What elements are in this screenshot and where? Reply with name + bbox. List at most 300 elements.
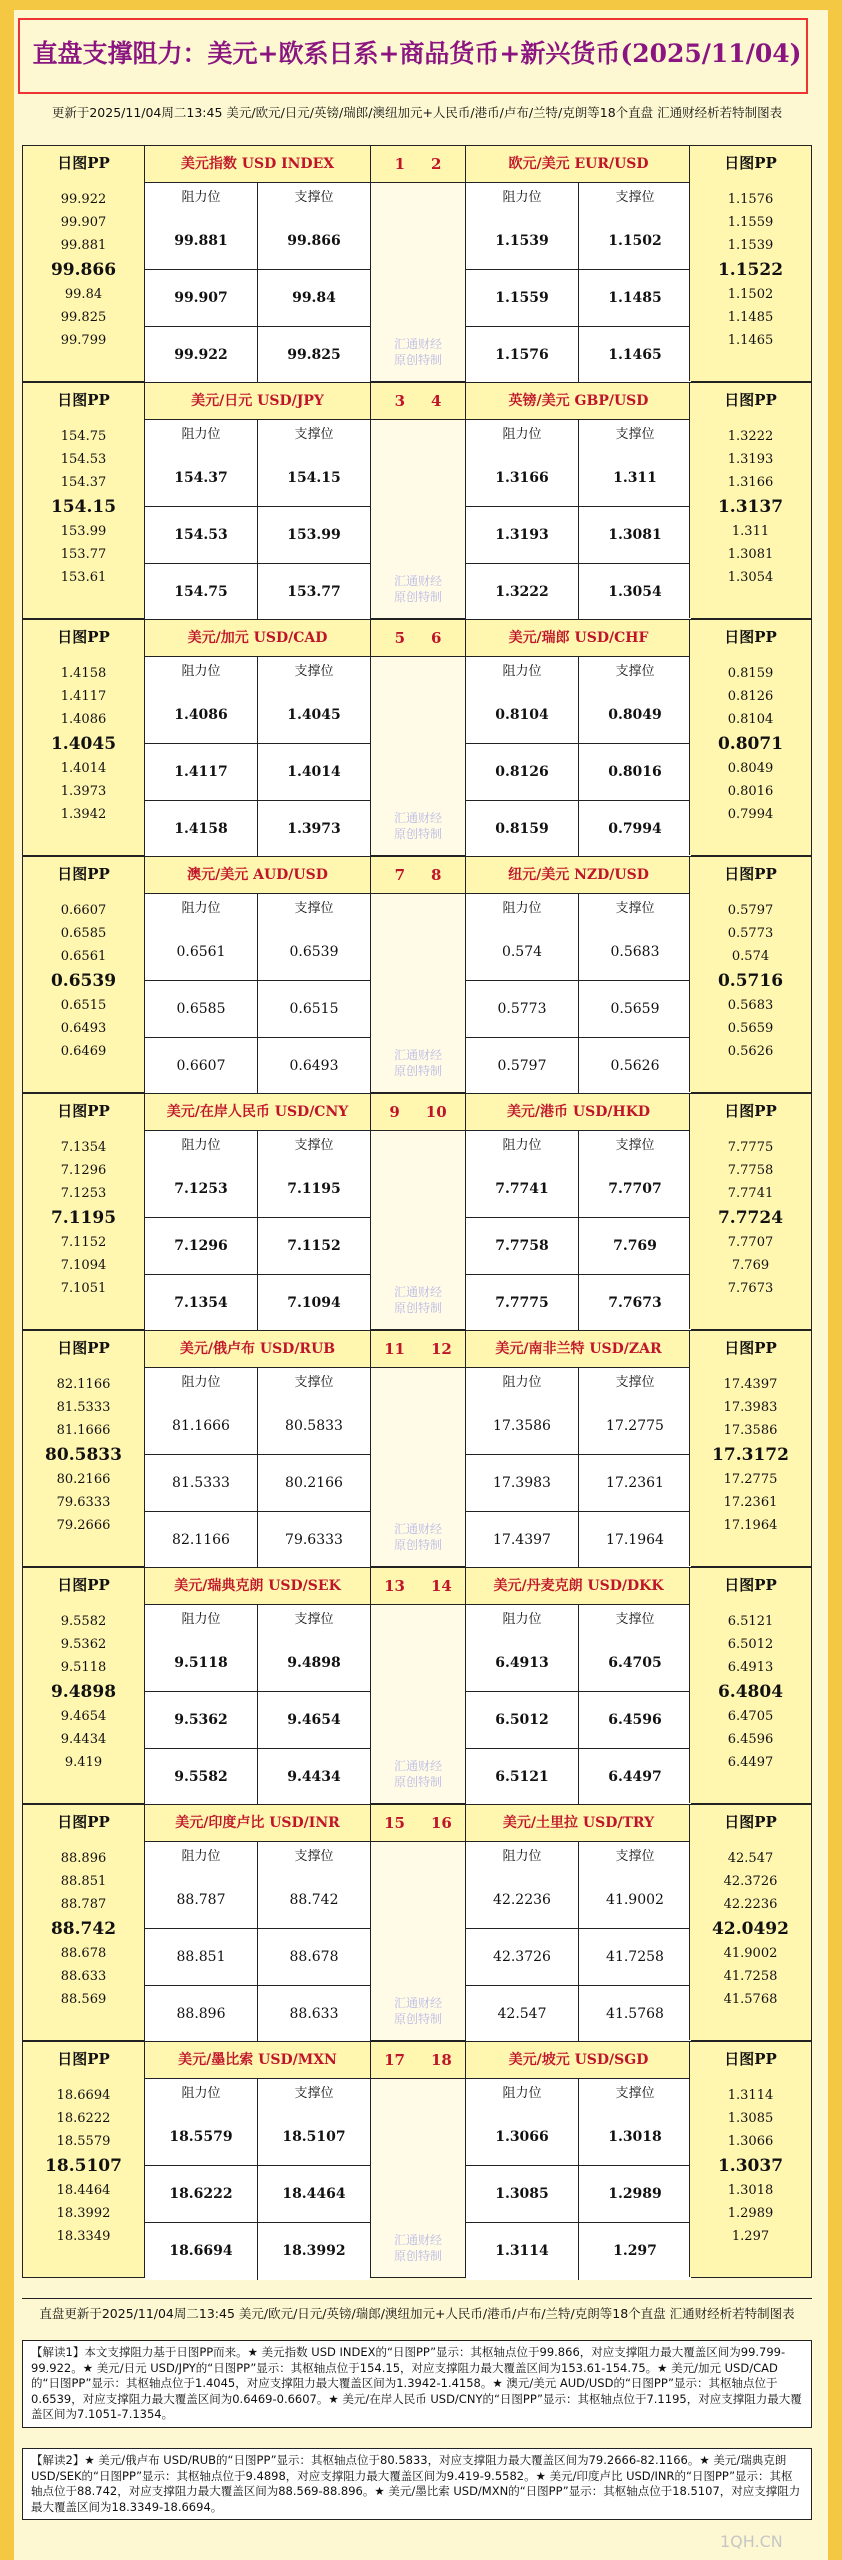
pp-list	[690, 188, 811, 352]
support-value: 0.6539	[289, 944, 339, 960]
resistance-value: 0.6561	[145, 924, 258, 980]
pp-value: 17.3983	[723, 1400, 778, 1415]
resistance-value: 1.3114	[466, 2223, 579, 2280]
pp-value: 7.1094	[60, 1258, 107, 1273]
pp-list	[690, 1136, 811, 1300]
resistance-value: 9.5362	[145, 1692, 258, 1748]
support-value: 7.1152	[287, 1238, 341, 1254]
support-value: 0.7994	[608, 821, 662, 837]
support-value: 1.1485	[608, 290, 662, 306]
level-row	[466, 1275, 691, 1332]
pp-list	[23, 1373, 144, 1537]
resistance-value: 1.1576	[466, 327, 579, 384]
support-value: 88.633	[289, 2006, 339, 2022]
resistance-header: 阻力位	[145, 420, 258, 450]
support-value: 41.7258	[606, 1949, 664, 1965]
daily-pp-header: 日图PP	[724, 2050, 777, 2068]
watermark	[371, 1284, 465, 1316]
resistance-value: 9.5582	[145, 1749, 258, 1806]
resistance-value: 81.5333	[145, 1455, 258, 1511]
level-rows	[466, 1398, 691, 1566]
pp-list	[23, 425, 144, 589]
pair-block	[22, 619, 812, 856]
support-value: 0.5626	[610, 1058, 660, 1074]
resistance-value: 17.3983	[466, 1455, 579, 1511]
pivot-value: 18.5107	[45, 2156, 122, 2176]
pp-value: 1.3085	[727, 2111, 774, 2126]
pp-list	[690, 425, 811, 589]
pp-value: 1.4158	[60, 666, 107, 681]
level-row	[466, 1455, 691, 1512]
support-value: 0.6493	[289, 1058, 339, 1074]
pp-value: 153.61	[60, 570, 107, 585]
resistance-value: 99.907	[145, 270, 258, 326]
level-row	[466, 2223, 691, 2280]
pp-list	[23, 662, 144, 826]
support-value: 0.5659	[610, 1001, 660, 1017]
right-pp-column	[689, 1331, 811, 1566]
pair-name: 美元/土里拉 USD/TRY	[466, 1805, 691, 1842]
level-row	[145, 744, 370, 801]
support-value: 0.8049	[608, 707, 662, 723]
left-pp-column	[23, 1331, 145, 1566]
left-pair-panel	[145, 857, 371, 1092]
left-pair-panel	[145, 620, 371, 855]
pp-value: 7.7673	[727, 1281, 774, 1296]
daily-pp-header: 日图PP	[724, 865, 777, 883]
support-value: 7.7673	[608, 1295, 662, 1311]
pp-value: 1.1465	[727, 333, 774, 348]
support-header: 支撑位	[615, 664, 655, 679]
resistance-value: 0.574	[466, 924, 579, 980]
pp-value: 0.8016	[727, 784, 774, 799]
pp-value: 1.3222	[727, 429, 774, 444]
resistance-header: 阻力位	[466, 894, 579, 924]
pp-value: 6.4913	[727, 1660, 774, 1675]
pair-number: 16	[431, 1814, 452, 1832]
footer-update-note: 直盘更新于2025/11/04周二13:45 美元/欧元/日元/英镑/瑞郎/澳纽加元+人民币/港币/卢布/兰特/克朗等18个直盘 汇通财经析若特制图表	[22, 2298, 812, 2323]
left-pair-panel	[145, 1094, 371, 1329]
watermark-line: 汇通财经	[393, 1759, 442, 1773]
pair-name: 英镑/美元 GBP/USD	[466, 383, 691, 420]
pair-number: 8	[431, 866, 442, 884]
pair-block	[22, 856, 812, 1093]
pp-value: 6.5121	[727, 1614, 774, 1629]
watermark	[371, 1758, 465, 1790]
level-row	[145, 213, 370, 270]
pair-number: 3	[394, 392, 405, 410]
level-row	[145, 1218, 370, 1275]
pair-number: 2	[431, 155, 442, 173]
pair-number: 7	[394, 866, 405, 884]
level-row	[145, 1749, 370, 1806]
support-header: 支撑位	[294, 1138, 334, 1153]
pp-value: 42.3726	[723, 1874, 778, 1889]
right-pair-panel	[465, 2042, 691, 2277]
right-pp-column	[689, 620, 811, 855]
pp-value: 0.5797	[727, 903, 774, 918]
pp-value: 17.3586	[723, 1423, 778, 1438]
level-row	[145, 1929, 370, 1986]
resistance-value: 88.896	[145, 1986, 258, 2043]
pp-value: 1.3018	[727, 2183, 774, 2198]
pair-name: 美元/瑞典克朗 USD/SEK	[145, 1568, 370, 1605]
pp-value: 17.4397	[723, 1377, 778, 1392]
support-value: 1.3081	[608, 527, 662, 543]
pair-number: 5	[394, 629, 405, 647]
level-row	[466, 1398, 691, 1455]
level-row	[466, 981, 691, 1038]
resistance-value: 7.1354	[145, 1275, 258, 1332]
pp-value: 18.3349	[56, 2229, 111, 2244]
watermark-line: 汇通财经	[393, 1996, 442, 2010]
watermark	[371, 1047, 465, 1079]
pair-number: 13	[384, 1577, 405, 1595]
resistance-value: 18.6694	[145, 2223, 258, 2280]
pp-value: 0.8126	[727, 689, 774, 704]
pp-value: 0.6607	[60, 903, 107, 918]
support-value: 6.4705	[608, 1655, 662, 1671]
pp-value: 1.1502	[727, 287, 774, 302]
pp-value: 0.7994	[727, 807, 774, 822]
support-value: 154.15	[287, 470, 341, 486]
pair-block	[22, 145, 812, 382]
pp-value: 88.569	[60, 1992, 107, 2007]
support-header: 支撑位	[615, 2086, 655, 2101]
daily-pp-header: 日图PP	[57, 865, 110, 883]
support-header: 支撑位	[615, 190, 655, 205]
resistance-value: 88.787	[145, 1872, 258, 1928]
pair-block	[22, 1567, 812, 1804]
block-center	[371, 146, 465, 381]
resistance-value: 6.5012	[466, 1692, 579, 1748]
resistance-value: 1.1539	[466, 213, 579, 269]
pair-name: 美元/港币 USD/HKD	[466, 1094, 691, 1131]
pair-name: 澳元/美元 AUD/USD	[145, 857, 370, 894]
pp-value: 7.1152	[60, 1235, 107, 1250]
support-value: 9.4898	[287, 1655, 341, 1671]
level-row	[466, 213, 691, 270]
support-value: 41.5768	[606, 2006, 664, 2022]
pp-value: 153.99	[60, 524, 107, 539]
right-pp-column	[689, 2042, 811, 2277]
support-value: 153.99	[287, 527, 341, 543]
pp-value: 1.3054	[727, 570, 774, 585]
pp-value: 0.5683	[727, 998, 774, 1013]
support-value: 7.1195	[287, 1181, 341, 1197]
right-pair-panel	[465, 1094, 691, 1329]
pair-numbers	[371, 1805, 465, 1842]
pp-value: 9.5118	[60, 1660, 107, 1675]
level-row	[466, 744, 691, 801]
pair-number: 15	[384, 1814, 405, 1832]
pp-value: 1.3081	[727, 547, 774, 562]
level-row	[466, 1161, 691, 1218]
resistance-value: 1.4086	[145, 687, 258, 743]
pp-value: 6.4596	[727, 1732, 774, 1747]
support-header: 支撑位	[615, 1849, 655, 1864]
resistance-header: 阻力位	[145, 1368, 258, 1398]
level-row	[466, 1749, 691, 1806]
level-row	[145, 1635, 370, 1692]
support-value: 18.3992	[282, 2243, 346, 2259]
level-row	[145, 1161, 370, 1218]
watermark	[371, 810, 465, 842]
level-row	[466, 1929, 691, 1986]
left-pp-column	[23, 1805, 145, 2040]
pair-block	[22, 1093, 812, 1330]
pp-list	[690, 2084, 811, 2248]
resistance-header: 阻力位	[145, 2079, 258, 2109]
pp-value: 0.8159	[727, 666, 774, 681]
resistance-value: 18.6222	[145, 2166, 258, 2222]
pp-value: 9.4434	[60, 1732, 107, 1747]
pair-block	[22, 1804, 812, 2041]
daily-pp-header: 日图PP	[57, 1102, 110, 1120]
pp-value: 6.4705	[727, 1709, 774, 1724]
right-pp-column	[689, 1805, 811, 2040]
pp-value: 7.769	[731, 1258, 770, 1273]
pp-value: 88.678	[60, 1946, 107, 1961]
pp-value: 1.3973	[60, 784, 107, 799]
support-value: 6.4596	[608, 1712, 662, 1728]
level-row	[145, 1986, 370, 2043]
support-value: 1.1502	[608, 233, 662, 249]
level-row	[466, 327, 691, 384]
pair-name: 美元/丹麦克朗 USD/DKK	[466, 1568, 691, 1605]
daily-pp-header: 日图PP	[724, 1813, 777, 1831]
level-header	[466, 657, 691, 688]
level-row	[466, 270, 691, 327]
support-value: 99.866	[287, 233, 341, 249]
level-row	[466, 687, 691, 744]
pp-value: 1.1559	[727, 215, 774, 230]
pp-value: 1.1539	[727, 238, 774, 253]
pp-value: 1.311	[731, 524, 770, 539]
level-row	[145, 981, 370, 1038]
support-header: 支撑位	[294, 664, 334, 679]
support-header: 支撑位	[294, 901, 334, 916]
level-row	[145, 1398, 370, 1455]
level-header	[145, 894, 370, 925]
support-value: 1.2989	[608, 2186, 662, 2202]
resistance-header: 阻力位	[466, 183, 579, 213]
level-header	[145, 1368, 370, 1399]
pp-value: 1.3942	[60, 807, 107, 822]
level-header	[466, 420, 691, 451]
left-pp-column	[23, 2042, 145, 2277]
pivot-value: 7.1195	[50, 1208, 117, 1228]
level-header	[466, 1842, 691, 1873]
support-header: 支撑位	[615, 427, 655, 442]
resistance-header: 阻力位	[466, 1842, 579, 1872]
resistance-value: 1.3222	[466, 564, 579, 621]
level-rows	[145, 1872, 370, 2040]
block-center	[371, 2042, 465, 2277]
pp-value: 1.1485	[727, 310, 774, 325]
block-center	[371, 383, 465, 618]
support-header: 支撑位	[294, 2086, 334, 2101]
pp-list	[690, 899, 811, 1063]
level-rows	[145, 213, 370, 381]
support-value: 88.742	[289, 1892, 339, 1908]
left-pp-column	[23, 857, 145, 1092]
level-header	[145, 1842, 370, 1873]
watermark-line: 原创特制	[393, 1538, 442, 1552]
pp-value: 0.8104	[727, 712, 774, 727]
resistance-value: 42.547	[466, 1986, 579, 2043]
support-value: 41.9002	[606, 1892, 664, 1908]
left-pair-panel	[145, 1331, 371, 1566]
pair-name: 美元/加元 USD/CAD	[145, 620, 370, 657]
level-row	[466, 1512, 691, 1569]
right-pair-panel	[465, 1805, 691, 2040]
support-header: 支撑位	[615, 1375, 655, 1390]
watermark-line: 汇通财经	[393, 1048, 442, 1062]
resistance-value: 6.5121	[466, 1749, 579, 1806]
explanation-2: 【解读2】★ 美元/俄卢布 USD/RUB的“日图PP”显示：其枢轴点位于80.5833，对应支撑阻力最大覆盖区间为79.2666-82.1166。★ 美元/瑞典克朗 USD/SEK的“日图PP”显示：其枢轴点位于9.4898，对应支撑阻力最大覆盖区间为9.419-9.5582。★ 美元/印度卢比 USD/INR的“日图PP”显示：其枢轴点位于88.742，对应支撑阻力最大覆盖区间为88.569-88.896。★ 美元/墨比索 USD/MXN的“日图PP”显示：其枢轴点位于18.5107，对应支撑阻力最大覆盖区间为18.3349-18.6694。	[22, 2448, 812, 2520]
pivot-value: 1.1522	[717, 260, 784, 280]
support-value: 1.3018	[608, 2129, 662, 2145]
pp-value: 9.4654	[60, 1709, 107, 1724]
level-rows	[466, 213, 691, 381]
level-row	[466, 1038, 691, 1095]
left-pair-panel	[145, 383, 371, 618]
pp-value: 88.787	[60, 1897, 107, 1912]
support-value: 9.4434	[287, 1769, 341, 1785]
daily-pp-header: 日图PP	[724, 154, 777, 172]
daily-pp-header: 日图PP	[724, 1339, 777, 1357]
resistance-value: 1.4117	[145, 744, 258, 800]
resistance-value: 99.922	[145, 327, 258, 384]
resistance-header: 阻力位	[145, 657, 258, 687]
level-row	[145, 801, 370, 858]
level-rows	[145, 924, 370, 1092]
resistance-value: 18.5579	[145, 2109, 258, 2165]
resistance-value: 7.1253	[145, 1161, 258, 1217]
pp-value: 153.77	[60, 547, 107, 562]
page-title: 直盘支撑阻力：美元+欧系日系+商品货币+新兴货币(2025/11/04)	[32, 39, 802, 68]
resistance-value: 82.1166	[145, 1512, 258, 1569]
level-header	[466, 1131, 691, 1162]
support-value: 17.2775	[606, 1418, 664, 1434]
resistance-value: 0.8159	[466, 801, 579, 858]
right-pair-panel	[465, 383, 691, 618]
level-row	[145, 2223, 370, 2280]
right-pair-panel	[465, 1331, 691, 1566]
pair-name: 美元指数 USD INDEX	[145, 146, 370, 183]
resistance-header: 阻力位	[145, 183, 258, 213]
pp-value: 18.4464	[56, 2183, 111, 2198]
pair-name: 美元/坡元 USD/SGD	[466, 2042, 691, 2079]
pp-value: 7.7758	[727, 1163, 774, 1178]
pp-value: 0.6585	[60, 926, 107, 941]
pair-number: 18	[431, 2051, 452, 2069]
pair-numbers	[371, 2042, 465, 2079]
daily-pp-header: 日图PP	[57, 628, 110, 646]
pair-number: 12	[431, 1340, 452, 1358]
resistance-value: 154.75	[145, 564, 258, 621]
support-value: 0.5683	[610, 944, 660, 960]
level-row	[145, 2109, 370, 2166]
pp-value: 154.37	[60, 475, 107, 490]
pp-list	[690, 1373, 811, 1537]
level-header	[145, 183, 370, 214]
support-header: 支撑位	[294, 1375, 334, 1390]
left-pair-panel	[145, 146, 371, 381]
watermark-line: 原创特制	[393, 2012, 442, 2026]
block-center	[371, 1805, 465, 2040]
right-pp-column	[689, 1094, 811, 1329]
left-pp-column	[23, 383, 145, 618]
pp-value: 88.633	[60, 1969, 107, 1984]
watermark-line: 汇通财经	[393, 811, 442, 825]
watermark-line: 原创特制	[393, 590, 442, 604]
right-pair-panel	[465, 146, 691, 381]
pp-value: 9.5582	[60, 1614, 107, 1629]
block-center	[371, 1331, 465, 1566]
support-value: 1.1465	[608, 347, 662, 363]
pp-list	[23, 1136, 144, 1300]
pp-list	[23, 1610, 144, 1774]
pair-name: 美元/日元 USD/JPY	[145, 383, 370, 420]
resistance-value: 42.2236	[466, 1872, 579, 1928]
right-pp-column	[689, 857, 811, 1092]
support-value: 17.1964	[606, 1532, 664, 1548]
pp-value: 9.5362	[60, 1637, 107, 1652]
watermark-line: 汇通财经	[393, 337, 442, 351]
support-value: 1.311	[613, 470, 657, 486]
level-rows	[466, 2109, 691, 2277]
pivot-value: 9.4898	[50, 1682, 117, 1702]
watermark-line: 原创特制	[393, 2249, 442, 2263]
explanation-1: 【解读1】本文支撑阻力基于日图PP而来。★ 美元指数 USD INDEX的“日图PP”显示：其枢轴点位于99.866，对应支撑阻力最大覆盖区间为99.799-99.922。★ 美元/日元 USD/JPY的“日图PP”显示：其枢轴点位于154.15，对应支撑阻力最大覆盖区间为153.61-154.75。★ 美元/加元 USD/CAD的“日图PP”显示：其枢轴点位于1.4045，对应支撑阻力最大覆盖区间为1.3942-1.4158。★ 澳元/美元 AUD/USD的“日图PP”显示：其枢轴点位于0.6539，对应支撑阻力最大覆盖区间为0.6469-0.6607。★ 美元/在岸人民币 USD/CNY的“日图PP”显示：其枢轴点位于7.1195，对应支撑阻力最大覆盖区间为7.1051-7.1354。	[22, 2340, 812, 2428]
resistance-header: 阻力位	[466, 2079, 579, 2109]
pp-value: 1.3114	[727, 2088, 774, 2103]
pp-value: 18.6222	[56, 2111, 111, 2126]
pair-name: 美元/南非兰特 USD/ZAR	[466, 1331, 691, 1368]
level-row	[466, 2109, 691, 2166]
block-center	[371, 620, 465, 855]
resistance-value: 1.3193	[466, 507, 579, 563]
support-value: 80.2166	[285, 1475, 343, 1491]
resistance-value: 81.1666	[145, 1398, 258, 1454]
pair-numbers	[371, 857, 465, 894]
level-rows	[145, 1635, 370, 1803]
right-pair-panel	[465, 620, 691, 855]
support-header: 支撑位	[615, 1138, 655, 1153]
pivot-value: 1.4045	[50, 734, 117, 754]
pp-value: 81.5333	[56, 1400, 111, 1415]
watermark-line: 原创特制	[393, 1301, 442, 1315]
level-row	[466, 564, 691, 621]
resistance-value: 1.4158	[145, 801, 258, 858]
pp-value: 7.7775	[727, 1140, 774, 1155]
resistance-value: 1.3166	[466, 450, 579, 506]
resistance-value: 7.7758	[466, 1218, 579, 1274]
level-row	[145, 327, 370, 384]
daily-pp-header: 日图PP	[57, 1339, 110, 1357]
pair-numbers	[371, 620, 465, 657]
level-rows	[145, 450, 370, 618]
right-pp-column	[689, 383, 811, 618]
pair-number: 9	[389, 1103, 400, 1121]
pair-number: 6	[431, 629, 442, 647]
pp-value: 7.7741	[727, 1186, 774, 1201]
left-pair-panel	[145, 1568, 371, 1803]
pp-value: 41.7258	[723, 1969, 778, 1984]
level-header	[145, 1605, 370, 1636]
